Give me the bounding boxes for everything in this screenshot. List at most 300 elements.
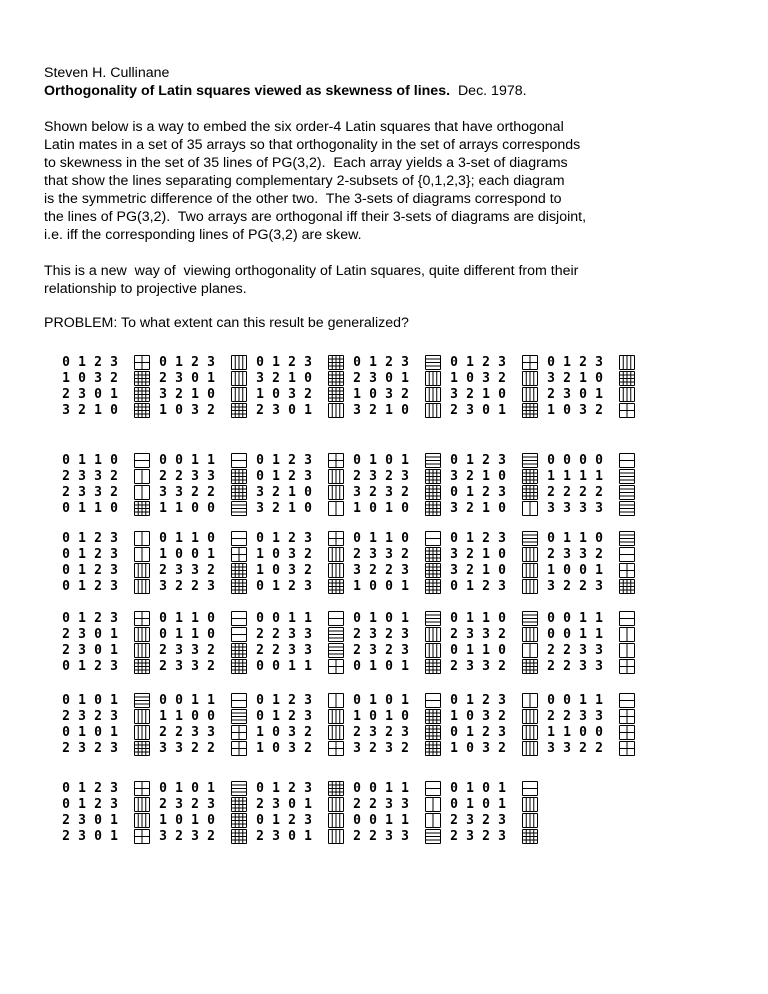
latin-array [351, 454, 447, 520]
array-cell: 1 [191, 693, 199, 708]
array-cell: 3 [579, 709, 587, 724]
array-cell: 1 [498, 781, 506, 796]
array-cell: 2 [385, 627, 393, 642]
array-cell: 0 [175, 813, 183, 828]
array-cell: 1 [547, 563, 555, 578]
array-cell: 0 [563, 453, 571, 468]
array-cell: 3 [207, 797, 215, 812]
line-diagram-icon [522, 829, 538, 844]
array-cell: 2 [94, 355, 102, 370]
line-diagram-icon [328, 829, 344, 844]
line-diagram-icon [134, 579, 150, 594]
array-cell: 1 [175, 355, 183, 370]
array-cell: 1 [110, 693, 118, 708]
line-diagram-icon [134, 725, 150, 740]
array-cell: 0 [595, 531, 603, 546]
array-cell: 0 [304, 501, 312, 516]
line-diagram-icon [134, 797, 150, 812]
array-cell: 1 [256, 563, 264, 578]
array-cell: 3 [78, 485, 86, 500]
array-cell: 3 [288, 563, 296, 578]
line-diagram-icon [231, 797, 247, 812]
array-cell: 0 [482, 403, 490, 418]
array-cell: 3 [159, 485, 167, 500]
array-cell: 3 [191, 403, 199, 418]
array-cell: 1 [466, 781, 474, 796]
array-cell: 2 [579, 579, 587, 594]
array-cell: 1 [272, 693, 280, 708]
array-row [157, 782, 253, 796]
array-cell: 0 [207, 627, 215, 642]
line-diagram-icon [231, 741, 247, 756]
array-cell: 3 [498, 829, 506, 844]
array-cell: 3 [353, 403, 361, 418]
array-cell: 2 [159, 469, 167, 484]
line-diagram-icon [231, 501, 247, 516]
array-cell: 0 [450, 725, 458, 740]
array-cell: 1 [175, 627, 183, 642]
array-row [60, 548, 156, 562]
array-cell: 2 [94, 797, 102, 812]
array-cell: 2 [78, 403, 86, 418]
array-cell: 0 [353, 781, 361, 796]
latin-array [254, 454, 350, 520]
array-cell: 2 [498, 659, 506, 674]
array-row [157, 580, 253, 594]
array-row [448, 470, 544, 484]
line-diagram-icon [328, 693, 344, 708]
line-diagram-icon [425, 501, 441, 516]
array-cell: 0 [78, 371, 86, 386]
array-cell: 1 [579, 611, 587, 626]
array-cell: 3 [159, 829, 167, 844]
array-row [448, 710, 544, 724]
array-cell: 1 [466, 579, 474, 594]
line-diagram-icon [522, 797, 538, 812]
array-cell: 3 [385, 741, 393, 756]
array-cell: 3 [369, 469, 377, 484]
array-cell: 2 [353, 371, 361, 386]
array-cell: 1 [547, 469, 555, 484]
array-row [157, 742, 253, 756]
line-diagram-icon [522, 725, 538, 740]
array-cell: 3 [466, 403, 474, 418]
array-cell: 3 [595, 355, 603, 370]
array-cell: 0 [595, 725, 603, 740]
line-diagram-icon [134, 627, 150, 642]
array-cell: 1 [401, 659, 409, 674]
array-row [254, 742, 350, 756]
array-cell: 2 [498, 741, 506, 756]
array-cell: 3 [385, 547, 393, 562]
line-diagram-icon [328, 547, 344, 562]
array-row [448, 798, 544, 812]
array-cell: 2 [466, 501, 474, 516]
array-cell: 2 [288, 355, 296, 370]
array-cell: 0 [256, 355, 264, 370]
array-cell: 2 [272, 485, 280, 500]
array-cell: 2 [272, 371, 280, 386]
array-cell: 1 [466, 693, 474, 708]
array-cell: 0 [547, 531, 555, 546]
array-row [351, 372, 447, 386]
array-row [254, 644, 350, 658]
line-diagram-icon [231, 547, 247, 562]
latin-array [60, 454, 156, 520]
array-cell: 1 [369, 659, 377, 674]
line-diagram-icon [134, 741, 150, 756]
array-row [254, 580, 350, 594]
array-cell: 0 [547, 693, 555, 708]
array-cell: 0 [385, 659, 393, 674]
line-diagram-icon [619, 501, 635, 516]
array-cell: 1 [110, 643, 118, 658]
array-cell: 1 [272, 469, 280, 484]
array-cell: 0 [563, 403, 571, 418]
array-cell: 0 [563, 693, 571, 708]
latin-array [254, 532, 350, 598]
array-cell: 2 [353, 547, 361, 562]
array-cell: 0 [191, 781, 199, 796]
latin-array [60, 612, 156, 678]
array-row [60, 830, 156, 844]
array-cell: 3 [62, 403, 70, 418]
array-row [60, 710, 156, 724]
array-cell: 1 [78, 547, 86, 562]
array-cell: 1 [78, 781, 86, 796]
latin-array [448, 612, 544, 678]
array-cell: 1 [498, 797, 506, 812]
array-cell: 2 [482, 531, 490, 546]
line-diagram-icon [522, 643, 538, 658]
array-cell: 2 [159, 797, 167, 812]
array-cell: 3 [579, 659, 587, 674]
array-cell: 3 [353, 741, 361, 756]
array-cell: 1 [304, 659, 312, 674]
array-cell: 3 [191, 659, 199, 674]
array-cell: 0 [62, 693, 70, 708]
array-cell: 3 [110, 659, 118, 674]
array-cell: 1 [288, 659, 296, 674]
line-diagram-icon [328, 563, 344, 578]
array-cell: 1 [78, 611, 86, 626]
array-cell: 2 [304, 547, 312, 562]
array-row [254, 660, 350, 674]
array-cell: 0 [62, 611, 70, 626]
array-cell: 0 [353, 693, 361, 708]
array-cell: 2 [353, 469, 361, 484]
array-cell: 3 [498, 725, 506, 740]
array-cell: 0 [547, 627, 555, 642]
array-cell: 3 [369, 725, 377, 740]
latin-array [351, 694, 447, 760]
array-row [545, 660, 641, 674]
array-row [351, 612, 447, 626]
array-cell: 2 [94, 547, 102, 562]
line-diagram-icon [328, 485, 344, 500]
array-cell: 2 [385, 643, 393, 658]
array-cell: 0 [498, 611, 506, 626]
array-cell: 2 [62, 485, 70, 500]
line-diagram-icon [425, 643, 441, 658]
array-cell: 1 [385, 781, 393, 796]
paragraph-line: Shown below is a way to embed the six order-4 Latin squares that have orthogonal [44, 119, 564, 135]
array-cell: 2 [159, 643, 167, 658]
array-cell: 2 [450, 829, 458, 844]
array-cell: 0 [62, 579, 70, 594]
line-diagram-icon [522, 563, 538, 578]
array-cell: 3 [78, 813, 86, 828]
array-cell: 2 [563, 643, 571, 658]
array-cell: 2 [191, 741, 199, 756]
array-cell: 0 [207, 531, 215, 546]
array-cell: 0 [450, 797, 458, 812]
array-cell: 1 [272, 781, 280, 796]
array-cell: 2 [288, 453, 296, 468]
array-row [545, 710, 641, 724]
array-cell: 1 [385, 813, 393, 828]
array-row [545, 502, 641, 516]
array-cell: 0 [175, 403, 183, 418]
array-cell: 0 [159, 611, 167, 626]
array-cell: 2 [256, 797, 264, 812]
array-cell: 1 [191, 813, 199, 828]
array-cell: 0 [353, 611, 361, 626]
array-row [157, 356, 253, 370]
array-cell: 2 [94, 709, 102, 724]
array-cell: 2 [175, 829, 183, 844]
array-cell: 2 [547, 643, 555, 658]
array-cell: 0 [304, 371, 312, 386]
line-diagram-icon [328, 725, 344, 740]
problem-statement: PROBLEM: To what extent can this result be generalized? [44, 315, 409, 331]
line-diagram-icon [619, 563, 635, 578]
array-cell: 3 [482, 709, 490, 724]
line-diagram-icon [328, 371, 344, 386]
array-cell: 2 [353, 797, 361, 812]
paragraph-line: Latin mates in a set of 35 arrays so that orthogonality in the set of arrays corresponds [44, 137, 581, 153]
array-cell: 1 [369, 693, 377, 708]
array-cell: 3 [256, 371, 264, 386]
array-cell: 1 [272, 579, 280, 594]
array-cell: 3 [450, 501, 458, 516]
array-cell: 3 [450, 469, 458, 484]
array-cell: 1 [159, 501, 167, 516]
array-cell: 2 [563, 485, 571, 500]
array-cell: 3 [498, 453, 506, 468]
array-cell: 0 [62, 501, 70, 516]
array-cell: 0 [175, 453, 183, 468]
array-cell: 0 [159, 531, 167, 546]
line-diagram-icon [522, 371, 538, 386]
array-cell: 0 [450, 485, 458, 500]
latin-array [60, 356, 156, 422]
array-cell: 0 [110, 501, 118, 516]
array-cell: 2 [288, 693, 296, 708]
array-row [60, 486, 156, 500]
line-diagram-icon [619, 725, 635, 740]
array-cell: 2 [288, 813, 296, 828]
line-diagram-icon [619, 531, 635, 546]
array-cell: 3 [175, 659, 183, 674]
array-row [60, 742, 156, 756]
array-cell: 1 [207, 781, 215, 796]
array-cell: 0 [159, 693, 167, 708]
array-cell: 2 [369, 563, 377, 578]
array-cell: 2 [62, 387, 70, 402]
array-row [545, 726, 641, 740]
array-row [351, 644, 447, 658]
array-cell: 2 [563, 579, 571, 594]
array-row [351, 564, 447, 578]
array-cell: 3 [547, 371, 555, 386]
array-cell: 2 [353, 643, 361, 658]
array-cell: 0 [466, 371, 474, 386]
latin-array [157, 356, 253, 422]
array-cell: 0 [369, 813, 377, 828]
array-cell: 2 [563, 659, 571, 674]
line-diagram-icon [134, 387, 150, 402]
array-cell: 1 [191, 627, 199, 642]
array-cell: 1 [385, 531, 393, 546]
latin-array [545, 454, 641, 520]
array-cell: 0 [563, 563, 571, 578]
array-row [545, 356, 641, 370]
array-row [448, 612, 544, 626]
array-cell: 3 [94, 485, 102, 500]
array-cell: 0 [353, 813, 361, 828]
array-row [545, 612, 641, 626]
array-row [60, 814, 156, 828]
array-cell: 0 [207, 387, 215, 402]
latin-array [351, 612, 447, 678]
array-row [351, 726, 447, 740]
array-cell: 3 [466, 829, 474, 844]
line-diagram-icon [231, 371, 247, 386]
latin-array [157, 454, 253, 520]
array-row [157, 798, 253, 812]
array-cell: 1 [288, 485, 296, 500]
array-cell: 2 [482, 453, 490, 468]
latin-array [254, 694, 350, 760]
array-cell: 2 [579, 741, 587, 756]
array-cell: 0 [563, 611, 571, 626]
array-cell: 1 [78, 531, 86, 546]
array-cell: 3 [207, 725, 215, 740]
line-diagram-icon [425, 563, 441, 578]
array-cell: 1 [175, 781, 183, 796]
line-diagram-icon [425, 709, 441, 724]
line-diagram-icon [425, 813, 441, 828]
array-cell: 3 [304, 469, 312, 484]
line-diagram-icon [231, 563, 247, 578]
line-diagram-icon [619, 659, 635, 674]
array-cell: 1 [595, 563, 603, 578]
array-cell: 0 [110, 453, 118, 468]
array-row [254, 798, 350, 812]
line-diagram-icon [328, 709, 344, 724]
array-row [254, 628, 350, 642]
array-row [60, 612, 156, 626]
array-cell: 0 [272, 563, 280, 578]
line-diagram-icon [134, 469, 150, 484]
array-cell: 2 [94, 579, 102, 594]
array-cell: 0 [272, 741, 280, 756]
array-cell: 2 [62, 709, 70, 724]
array-cell: 2 [191, 485, 199, 500]
line-diagram-icon [231, 453, 247, 468]
array-row [545, 628, 641, 642]
array-cell: 0 [175, 693, 183, 708]
array-cell: 2 [401, 387, 409, 402]
array-cell: 1 [482, 547, 490, 562]
array-cell: 1 [207, 453, 215, 468]
array-cell: 0 [62, 797, 70, 812]
array-row [351, 694, 447, 708]
array-cell: 1 [547, 403, 555, 418]
array-cell: 1 [369, 531, 377, 546]
array-cell: 1 [110, 627, 118, 642]
array-cell: 3 [159, 387, 167, 402]
array-row [254, 726, 350, 740]
array-cell: 3 [304, 579, 312, 594]
array-row [157, 454, 253, 468]
array-cell: 1 [191, 453, 199, 468]
array-cell: 0 [401, 531, 409, 546]
line-diagram-icon [425, 741, 441, 756]
array-row [545, 404, 641, 418]
array-cell: 3 [110, 563, 118, 578]
array-cell: 1 [256, 741, 264, 756]
array-cell: 1 [94, 453, 102, 468]
array-row [448, 782, 544, 796]
array-cell: 0 [450, 781, 458, 796]
array-row [351, 454, 447, 468]
array-cell: 1 [369, 453, 377, 468]
array-cell: 3 [595, 501, 603, 516]
array-row [351, 710, 447, 724]
array-cell: 1 [207, 693, 215, 708]
array-cell: 1 [401, 579, 409, 594]
line-diagram-icon [425, 403, 441, 418]
line-diagram-icon [231, 627, 247, 642]
array-cell: 0 [191, 547, 199, 562]
array-cell: 0 [207, 611, 215, 626]
array-row [254, 830, 350, 844]
latin-array [351, 356, 447, 422]
array-row [254, 710, 350, 724]
array-cell: 2 [579, 355, 587, 370]
array-cell: 1 [466, 531, 474, 546]
array-cell: 1 [353, 501, 361, 516]
array-cell: 3 [498, 485, 506, 500]
array-cell: 1 [288, 371, 296, 386]
array-cell: 1 [78, 725, 86, 740]
array-cell: 1 [304, 611, 312, 626]
line-diagram-icon [522, 709, 538, 724]
array-cell: 0 [353, 659, 361, 674]
array-cell: 3 [110, 355, 118, 370]
line-diagram-icon [231, 403, 247, 418]
array-cell: 2 [547, 485, 555, 500]
array-row [448, 694, 544, 708]
array-cell: 1 [482, 387, 490, 402]
array-row [448, 388, 544, 402]
array-cell: 2 [482, 813, 490, 828]
array-cell: 0 [159, 453, 167, 468]
array-cell: 1 [450, 741, 458, 756]
line-diagram-icon [134, 611, 150, 626]
